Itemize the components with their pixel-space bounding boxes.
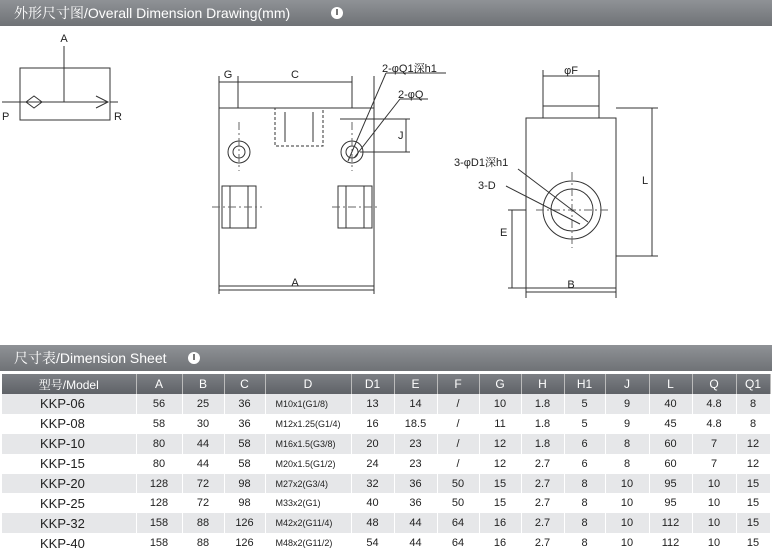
table-cell: 2.7	[521, 474, 564, 494]
column-header: A	[136, 374, 182, 394]
table-cell: 2.7	[521, 454, 564, 474]
symbol-label-p: P	[2, 111, 10, 123]
symbol-label-a: A	[60, 33, 68, 45]
table-cell: 15	[479, 493, 521, 513]
table-cell: 58	[224, 434, 265, 454]
table-cell: 9	[605, 414, 649, 434]
model-cell: KKP-15	[2, 454, 136, 474]
table-cell: 8	[605, 454, 649, 474]
table-cell: 2.7	[521, 533, 564, 553]
table-cell: 58	[136, 414, 182, 434]
table-cell: M16x1.5(G3/8)	[265, 434, 351, 454]
table-cell: 16	[351, 414, 394, 434]
table-row	[2, 493, 770, 513]
info-icon[interactable]	[188, 352, 200, 364]
table-cell: 4.8	[692, 394, 736, 414]
sheet-section-title: 尺寸表/Dimension Sheet	[14, 350, 167, 366]
table-cell: 6	[564, 454, 605, 474]
table-cell: 126	[224, 533, 265, 553]
model-cell: KKP-25	[2, 493, 136, 513]
table-cell: 54	[351, 533, 394, 553]
table-cell: 112	[649, 533, 692, 553]
side-label-b: B	[567, 279, 575, 291]
table-cell: 10	[692, 474, 736, 494]
table-cell: 2.7	[521, 513, 564, 533]
table-cell: 11	[479, 414, 521, 434]
table-cell: 4.8	[692, 414, 736, 434]
table-row	[2, 414, 770, 434]
info-icon[interactable]	[331, 7, 343, 19]
table-cell: 64	[437, 513, 479, 533]
table-cell: M12x1.25(G1/4)	[265, 414, 351, 434]
table-cell: 13	[351, 394, 394, 414]
table-cell: 95	[649, 474, 692, 494]
table-cell: 6	[564, 434, 605, 454]
table-cell: 16	[479, 513, 521, 533]
column-header: C	[224, 374, 265, 394]
table-cell: 8	[564, 493, 605, 513]
table-cell: /	[437, 434, 479, 454]
column-header: Q	[692, 374, 736, 394]
table-cell: 10	[605, 493, 649, 513]
dimension-drawing	[0, 26, 772, 344]
table-cell: 60	[649, 454, 692, 474]
table-cell: 12	[479, 454, 521, 474]
table-cell: M20x1.5(G1/2)	[265, 454, 351, 474]
table-cell: 44	[182, 434, 224, 454]
model-cell: KKP-10	[2, 434, 136, 454]
table-cell: 44	[182, 454, 224, 474]
table-cell: 16	[479, 533, 521, 553]
table-cell: 50	[437, 474, 479, 494]
table-cell: 8	[564, 513, 605, 533]
column-header: Q1	[736, 374, 770, 394]
model-cell: KKP-06	[2, 394, 136, 414]
table-cell: 98	[224, 474, 265, 494]
drawing-section-title: 外形尺寸图/Overall Dimension Drawing(mm)	[14, 5, 291, 21]
front-label-a: A	[291, 277, 299, 289]
table-cell: 64	[437, 533, 479, 553]
table-cell: 1.8	[521, 434, 564, 454]
table-cell: 24	[351, 454, 394, 474]
table-cell: /	[437, 394, 479, 414]
table-cell: 15	[736, 474, 770, 494]
table-cell: 40	[351, 493, 394, 513]
table-cell: 158	[136, 533, 182, 553]
front-label-g: G	[223, 69, 233, 81]
table-cell: 9	[605, 394, 649, 414]
table-cell: 10	[479, 394, 521, 414]
table-cell: 36	[224, 394, 265, 414]
table-cell: 23	[394, 434, 437, 454]
front-label-j: J	[398, 130, 404, 142]
table-cell: 12	[479, 434, 521, 454]
column-header: F	[437, 374, 479, 394]
side-note-d1: 3-φD1深h1	[454, 157, 509, 169]
front-note-q1: 2-φQ1深h1	[382, 63, 437, 75]
column-header: B	[182, 374, 224, 394]
table-row	[2, 513, 770, 533]
model-cell: KKP-08	[2, 414, 136, 434]
table-cell: 8	[564, 474, 605, 494]
table-cell: 1.8	[521, 394, 564, 414]
table-cell: 30	[182, 414, 224, 434]
table-header-row	[2, 374, 770, 394]
table-cell: 58	[224, 454, 265, 474]
table-cell: 15	[736, 533, 770, 553]
table-cell: 40	[649, 394, 692, 414]
model-cell: KKP-32	[2, 513, 136, 533]
table-cell: 44	[394, 533, 437, 553]
column-header: E	[394, 374, 437, 394]
table-cell: 72	[182, 493, 224, 513]
table-cell: 20	[351, 434, 394, 454]
table-cell: 8	[605, 434, 649, 454]
table-cell: 126	[224, 513, 265, 533]
symbol-label-r: R	[114, 111, 122, 123]
front-note-q: 2-φQ	[398, 89, 424, 101]
column-header: J	[605, 374, 649, 394]
column-header: H	[521, 374, 564, 394]
table-row	[2, 454, 770, 474]
table-cell: 10	[605, 513, 649, 533]
table-cell: 7	[692, 434, 736, 454]
table-cell: 128	[136, 474, 182, 494]
table-cell: 7	[692, 454, 736, 474]
table-cell: 8	[564, 533, 605, 553]
table-cell: 23	[394, 454, 437, 474]
table-cell: 60	[649, 434, 692, 454]
table-cell: 158	[136, 513, 182, 533]
table-cell: 72	[182, 474, 224, 494]
table-cell: 98	[224, 493, 265, 513]
table-cell: 12	[736, 454, 770, 474]
side-note-d: 3-D	[478, 180, 496, 192]
table-cell: 1.8	[521, 414, 564, 434]
model-cell: KKP-20	[2, 474, 136, 494]
table-cell: M48x2(G11/2)	[265, 533, 351, 553]
column-header: 型号/Model	[2, 374, 136, 394]
table-cell: 15	[479, 474, 521, 494]
table-cell: 25	[182, 394, 224, 414]
table-cell: 18.5	[394, 414, 437, 434]
table-cell: M42x2(G11/4)	[265, 513, 351, 533]
front-view-body	[219, 108, 374, 286]
table-row	[2, 474, 770, 494]
table-cell: 15	[736, 513, 770, 533]
table-cell: 10	[692, 533, 736, 553]
table-cell: /	[437, 414, 479, 434]
drawing-section-header	[0, 0, 772, 26]
table-cell: 10	[692, 513, 736, 533]
table-cell: 14	[394, 394, 437, 414]
table-cell: 88	[182, 533, 224, 553]
table-cell: 5	[564, 414, 605, 434]
table-cell: 45	[649, 414, 692, 434]
table-cell: 80	[136, 434, 182, 454]
table-cell: 8	[736, 394, 770, 414]
table-cell: 32	[351, 474, 394, 494]
table-cell: 36	[394, 474, 437, 494]
table-cell: 44	[394, 513, 437, 533]
column-header: D1	[351, 374, 394, 394]
table-cell: 5	[564, 394, 605, 414]
table-cell: 8	[736, 414, 770, 434]
column-header: H1	[564, 374, 605, 394]
table-cell: 95	[649, 493, 692, 513]
table-cell: 10	[605, 533, 649, 553]
table-cell: M10x1(G1/8)	[265, 394, 351, 414]
table-row	[2, 434, 770, 454]
table-cell: 128	[136, 493, 182, 513]
table-body	[2, 394, 770, 553]
column-header: L	[649, 374, 692, 394]
table-cell: 48	[351, 513, 394, 533]
table-cell: 80	[136, 454, 182, 474]
table-cell: 36	[224, 414, 265, 434]
symbol-box	[20, 68, 110, 120]
model-cell: KKP-40	[2, 533, 136, 553]
column-header: G	[479, 374, 521, 394]
table-cell: 2.7	[521, 493, 564, 513]
table-cell: 112	[649, 513, 692, 533]
table-cell: 88	[182, 513, 224, 533]
table-cell: 12	[736, 434, 770, 454]
table-cell: M33x2(G1)	[265, 493, 351, 513]
table-cell: 56	[136, 394, 182, 414]
dimension-table	[2, 374, 771, 553]
table-cell: 50	[437, 493, 479, 513]
side-label-f: φF	[564, 65, 578, 77]
table-row	[2, 533, 770, 553]
sheet-section-header	[0, 345, 772, 371]
table-cell: 15	[736, 493, 770, 513]
front-label-c: C	[291, 69, 299, 81]
column-header: D	[265, 374, 351, 394]
table-cell: M27x2(G3/4)	[265, 474, 351, 494]
side-label-e: E	[500, 227, 508, 239]
table-cell: 10	[605, 474, 649, 494]
table-row	[2, 394, 770, 414]
table-cell: /	[437, 454, 479, 474]
side-label-l: L	[642, 175, 649, 187]
table-cell: 10	[692, 493, 736, 513]
table-cell: 36	[394, 493, 437, 513]
